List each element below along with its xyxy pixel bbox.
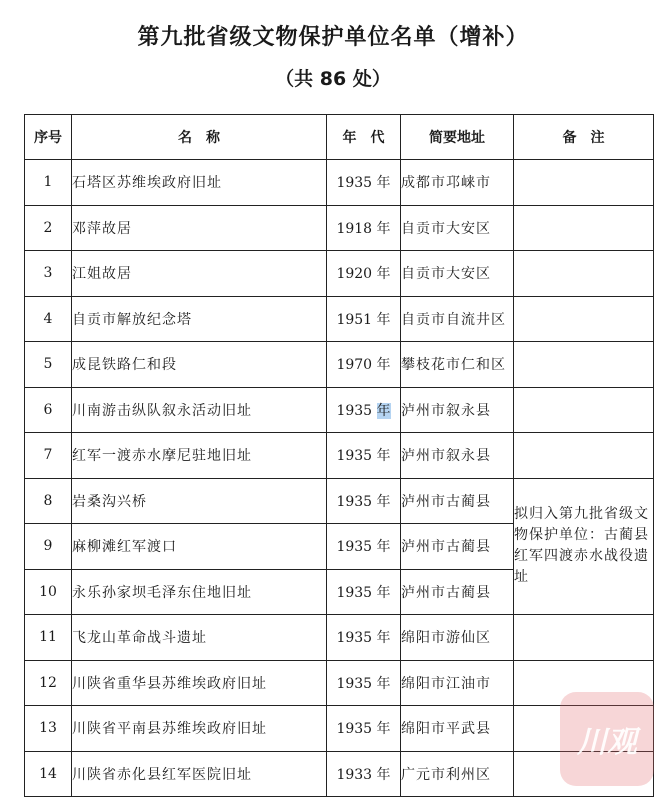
document-subtitle: （共 86 处） [275,68,391,90]
site-name: 飞龙山革命战斗遗址 [72,615,327,661]
site-address: 成都市邛崃市 [401,160,514,206]
year-value: 1918 [336,220,373,237]
watermark-text: 川观 [577,725,637,760]
row-number: 7 [25,433,72,479]
table-header-row [25,115,654,160]
year-value: 1951 [336,311,373,328]
site-year [327,569,401,615]
row-number: 14 [25,751,72,797]
table-row [25,660,654,706]
site-year [327,751,401,797]
note-cell [514,342,654,388]
site-address: 泸州市叙永县 [401,387,514,433]
row-number: 13 [25,706,72,752]
row-number: 3 [25,251,72,297]
site-name: 江姐故居 [72,251,327,297]
site-address: 绵阳市江油市 [401,660,514,706]
note-cell [514,615,654,661]
year-value: 1920 [336,266,373,283]
year-unit: 年 [376,402,391,419]
table-row [25,296,654,342]
note-cell [514,251,654,297]
header-address: 简要地址 [401,115,514,160]
row-number: 10 [25,569,72,615]
site-address: 自贡市自流井区 [401,296,514,342]
note-cell [514,205,654,251]
year-value: 1935 [336,721,373,738]
site-year [327,524,401,570]
document-title: 第九批省级文物保护单位名单（增补） [137,25,529,50]
table-row [25,433,654,479]
row-number: 9 [25,524,72,570]
site-year [327,160,401,206]
site-name: 石塔区苏维埃政府旧址 [72,160,327,206]
site-year [327,387,401,433]
site-year [327,433,401,479]
site-address: 绵阳市游仙区 [401,615,514,661]
year-unit: 年 [376,266,391,283]
year-unit: 年 [376,766,391,783]
site-year [327,342,401,388]
header-year: 年 代 [327,115,401,160]
site-year [327,660,401,706]
table-row [25,615,654,661]
year-value: 1935 [336,493,373,510]
site-address: 泸州市古蔺县 [401,569,514,615]
year-unit: 年 [376,584,391,601]
site-address: 自贡市大安区 [401,205,514,251]
year-value: 1935 [336,539,373,556]
row-number: 5 [25,342,72,388]
year-unit: 年 [376,493,391,510]
row-number: 8 [25,478,72,524]
table-row [25,251,654,297]
table-row [25,205,654,251]
row-number: 2 [25,205,72,251]
note-cell [514,433,654,479]
year-unit: 年 [376,448,391,465]
row-number: 12 [25,660,72,706]
site-name: 川陕省赤化县红军医院旧址 [72,751,327,797]
heritage-table [24,114,654,797]
year-value: 1935 [336,402,373,419]
row-number: 11 [25,615,72,661]
year-unit: 年 [376,175,391,192]
note-cell [514,387,654,433]
site-year [327,296,401,342]
header-note: 备 注 [514,115,654,160]
site-address: 绵阳市平武县 [401,706,514,752]
row-number: 4 [25,296,72,342]
row-number: 1 [25,160,72,206]
year-value: 1935 [336,584,373,601]
note-cell [514,296,654,342]
site-name: 麻柳滩红军渡口 [72,524,327,570]
year-unit: 年 [376,630,391,647]
year-value: 1935 [336,448,373,465]
site-name: 川南游击纵队叙永活动旧址 [72,387,327,433]
table-row [25,478,654,524]
site-year [327,205,401,251]
year-unit: 年 [376,357,391,374]
site-address: 泸州市古蔺县 [401,524,514,570]
table-row [25,160,654,206]
watermark-logo [560,692,654,786]
site-address: 攀枝花市仁和区 [401,342,514,388]
header-no: 序号 [25,115,72,160]
site-name: 邓萍故居 [72,205,327,251]
year-value: 1935 [336,175,373,192]
site-name: 川陕省平南县苏维埃政府旧址 [72,706,327,752]
site-year [327,251,401,297]
year-value: 1970 [336,357,373,374]
site-name: 红军一渡赤水摩尼驻地旧址 [72,433,327,479]
site-address: 广元市利州区 [401,751,514,797]
site-name: 自贡市解放纪念塔 [72,296,327,342]
year-value: 1935 [336,675,373,692]
table-row [25,342,654,388]
year-value: 1933 [336,766,373,783]
year-unit: 年 [376,311,391,328]
header-name: 名 称 [72,115,327,160]
site-address: 泸州市叙永县 [401,433,514,479]
site-name: 成昆铁路仁和段 [72,342,327,388]
year-unit: 年 [376,675,391,692]
site-name: 川陕省重华县苏维埃政府旧址 [72,660,327,706]
site-address: 泸州市古蔺县 [401,478,514,524]
year-value: 1935 [336,630,373,647]
site-name: 永乐孙家坝毛泽东住地旧址 [72,569,327,615]
table-row [25,387,654,433]
merged-note: 拟归入第九批省级文物保护单位：古蔺县红军四渡赤水战役遗址 [514,478,654,615]
site-address: 自贡市大安区 [401,251,514,297]
row-number: 6 [25,387,72,433]
year-unit: 年 [376,539,391,556]
site-year [327,615,401,661]
site-name: 岩桑沟兴桥 [72,478,327,524]
site-year [327,478,401,524]
year-unit: 年 [376,220,391,237]
year-unit: 年 [376,721,391,738]
site-year [327,706,401,752]
note-cell [514,160,654,206]
